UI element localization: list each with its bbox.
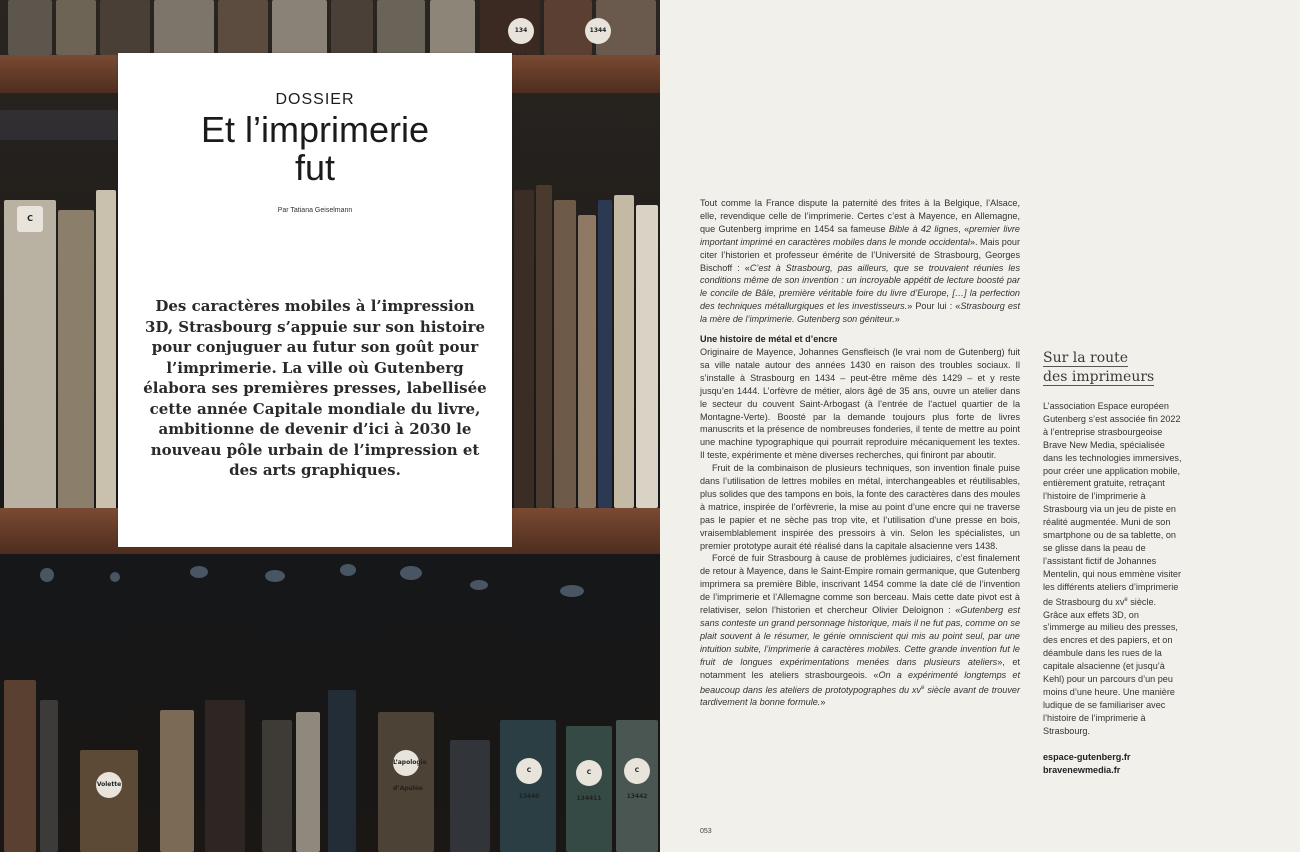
book-spine [56, 0, 96, 55]
shadow [0, 110, 118, 140]
book-label: Volette [96, 772, 122, 798]
light-bokeh [40, 568, 54, 582]
section-kicker: DOSSIER [275, 91, 355, 108]
light-bokeh [265, 570, 285, 582]
book-spine [272, 0, 327, 55]
book-spine [614, 195, 634, 508]
byline: Par Tatiana Geiselmann [277, 207, 353, 214]
text-run-italic: premier livre important imprimé en caractères mobiles dans le monde occidental [700, 223, 1020, 247]
light-bokeh [190, 566, 208, 578]
light-bokeh [340, 564, 356, 576]
light-bokeh [110, 572, 120, 582]
body-paragraph [700, 552, 1020, 709]
book-spine [514, 190, 534, 508]
text-page [660, 0, 1300, 852]
website-link[interactable]: bravenewmedia.fr [1043, 764, 1121, 775]
text-run-italic: Gutenberg est sans conteste un grand personnage historique, mais il ne fut pas, comme on se plait souvent à le résumer, le génie omniscient qui mis au point seul, par une intuition subite, l’imprimerie à caractères mobiles. Cette grande invention fut le fruit de longues expérimentations menées dans plusieurs ateliers [700, 605, 1020, 667]
website-link[interactable]: espace-gutenberg.fr [1043, 751, 1131, 762]
text-run: , « [958, 223, 970, 234]
book-label: C 13442 [624, 758, 650, 784]
text-run: » [820, 697, 826, 708]
body-paragraph: Fruit de la combinaison de plusieurs techniques, son invention finale puise dans l’utilisation de lettres mobiles en métal, interchangeables et réutilisables, plus solides que des tampons en bois, la fonte des caractères dans des moules à matrice, inspirée de l’orfèvrerie, la mise au point d’une encre qui ne traverse pas le papier et ne sèche pas trop vite, et l’utilisation d’une presse en bois, vraisemblablement inspirée des pressoirs à vin. Selon les spécialistes, un premier prototype aurait été réalisé dans la capitale alsacienne vers 1438. [700, 463, 1020, 551]
sidebar-title-line: des imprimeurs [1043, 369, 1155, 385]
intro-paragraph [700, 197, 1020, 326]
book-spine [450, 740, 490, 852]
book-spine [331, 0, 373, 55]
book-spine [58, 210, 94, 516]
book-label: 1344 [585, 18, 611, 44]
book-spine [296, 712, 320, 852]
body-paragraph: Originaire de Mayence, Johannes Gensfleisch (le vrai nom de Gutenberg) fuit sa ville natale autour des années 1430 en raison des troubles sociaux. Il s’installe à Strasbourg en 1434 – peut-être même dès 1429 – et y reste jusqu’en 1444. L’orfèvre de métier, alors âgé de 35 ans, ouvre un atelier dans le secteur du couvent Saint-Arbogast (à l’entrée de l’actuel quartier de la Montagne-Verte). Boosté par la demande toujours plus forte de livres manuscrits et la présence de nombreuses fonderies, il tente de mettre au point une machine typographique qui pourrait reproduire mécaniquement les textes. Il teste, expérimente et mène diverses recherches, qui finiront par aboutir. [700, 346, 1020, 461]
book-label: C [17, 206, 43, 232]
sidebar-title [1043, 349, 1183, 387]
text-run: siècle. Grâce aux effets 3D, on s’immerge au milieu des presses, des encres et des papiers, et on déambule dans les rues de la capitale alsacienne (et jusqu’à Kehl) pour un parcours d’un peu moins d’une heure. Une manière ludique de se familiariser avec l’histoire de l’imprimerie à Strasbourg. [1043, 596, 1178, 736]
light-bokeh [400, 566, 422, 580]
book-spine [554, 200, 576, 508]
page-number: 053 [700, 828, 712, 835]
book-spine [616, 720, 658, 852]
book-spine [218, 0, 268, 55]
book-spine [566, 726, 612, 852]
title-card [118, 53, 512, 547]
text-run: » Pour lui : « [907, 301, 961, 312]
text-run-italic: siècle avant de trouver tardivement la bonne formule. [700, 684, 1020, 708]
book-spine [4, 680, 36, 852]
text-run-sup: e [921, 684, 925, 691]
book-spine [4, 200, 56, 518]
book-label: C 134411 [576, 760, 602, 786]
subheading: Une histoire de métal et d’encre [700, 334, 838, 345]
text-run-italic: Bible à 42 lignes [888, 223, 959, 234]
text-run: Tout comme la France dispute la paternité des frites à la Belgique, l’Alsace, elle, revendique celle de l’imprimerie. Certes c’est à Mayence, en Allemagne, que Gutenberg imprime en 1454 sa fameuse [700, 198, 1020, 234]
book-spine [8, 0, 52, 55]
main-column [700, 197, 1020, 709]
sidebar-title-line: Sur la route [1043, 350, 1129, 366]
text-run-italic: On a expérimenté longtemps et beaucoup dans les ateliers de prototypographes du xv [700, 669, 1020, 695]
title-line: Et l’imprimerie [200, 109, 430, 150]
book-label: 134 [508, 18, 534, 44]
sidebar-box [1043, 349, 1183, 776]
book-spine [328, 690, 356, 852]
text-run-italic: Strasbourg est la mère de l’imprimerie. Gutenberg son géniteur. [700, 301, 1021, 325]
lede-paragraph: Des caractères mobiles à l’impression 3D, Strasbourg s’appuie sur son histoire pour conjuguer au futur son goût pour l’imprimerie. La ville où Gutenberg élabora ses premières presses, labellisée cette année Capitale mondiale du livre, ambitionne de devenir d’ici à 2030 le nouveau pôle urbain de l’impression et des arts graphiques. [143, 297, 487, 479]
text-run: », et notamment les ateliers strasbourgeois. « [700, 656, 1020, 680]
book-spine [154, 0, 214, 55]
book-spine [536, 185, 552, 508]
book-spine [262, 720, 292, 852]
book-spine [160, 710, 194, 852]
text-run: » [894, 314, 900, 325]
book-spine [80, 750, 138, 852]
book-label: L’apologie d’Apulée [393, 750, 419, 776]
article-title [118, 111, 512, 187]
light-bokeh [560, 585, 584, 597]
book-spine [205, 700, 245, 852]
book-spine [40, 700, 58, 852]
book-spine [578, 215, 596, 508]
book-spine [500, 720, 556, 852]
text-run-italic: C’est à Strasbourg, pas ailleurs, que se trouvaient réunies les conditions même de son invention : un incroyable appétit de lecture boosté par le concile de Bâle, première véritable foire du livre d’Europe, […] la perfection des techniques métallurgiques et les investisseurs. [700, 262, 1021, 312]
text-run: Forcé de fuir Strasbourg à cause de problèmes judiciaires, c’est finalement de retour à Mayence, dans le Saint-Empire romain germanique, que Gutenberg imprimera sa première Bible, inscrivant 1454 comme la date clé de l’invention de l’imprimerie et l’Allemagne comme son berceau. Mais cette date pivot est à relativiser, selon l’historien et chercheur Olivier Deloignon : « [700, 553, 1020, 616]
book-spine [430, 0, 475, 55]
sidebar-body [1043, 400, 1183, 738]
book-spine [100, 0, 150, 55]
book-spine [378, 712, 434, 852]
book-spine [377, 0, 425, 55]
book-spine [636, 205, 658, 508]
light-bokeh [470, 580, 488, 590]
book-spine [598, 200, 612, 508]
text-run: L’association Espace européen Gutenberg s’est associée fin 2022 à l’entreprise strasbourgeoise Brave New Media, spécialisée dans les technologies immersives, pour créer une application mobile, entièrement gratuite, retraçant l’histoire de l’imprimerie à Strasbourg via un jeu de piste en réalité augmentée. Muni de son smartphone ou de sa tablette, on se glisse dans la peau de l’assistant fictif de Johannes Mentelin, qui nous emmène visiter les différents ateliers d’imprimerie de Strasbourg du xv [1043, 401, 1182, 607]
text-run: ». Mais pour citer l’historien et professeur émérite de l’Université de Strasbourg, Georges Bischoff : « [700, 236, 1020, 273]
book-label: C 13440 [516, 758, 542, 784]
title-line: fut [294, 147, 336, 188]
book-spine [96, 190, 116, 516]
text-run-sup: e [1124, 596, 1128, 603]
